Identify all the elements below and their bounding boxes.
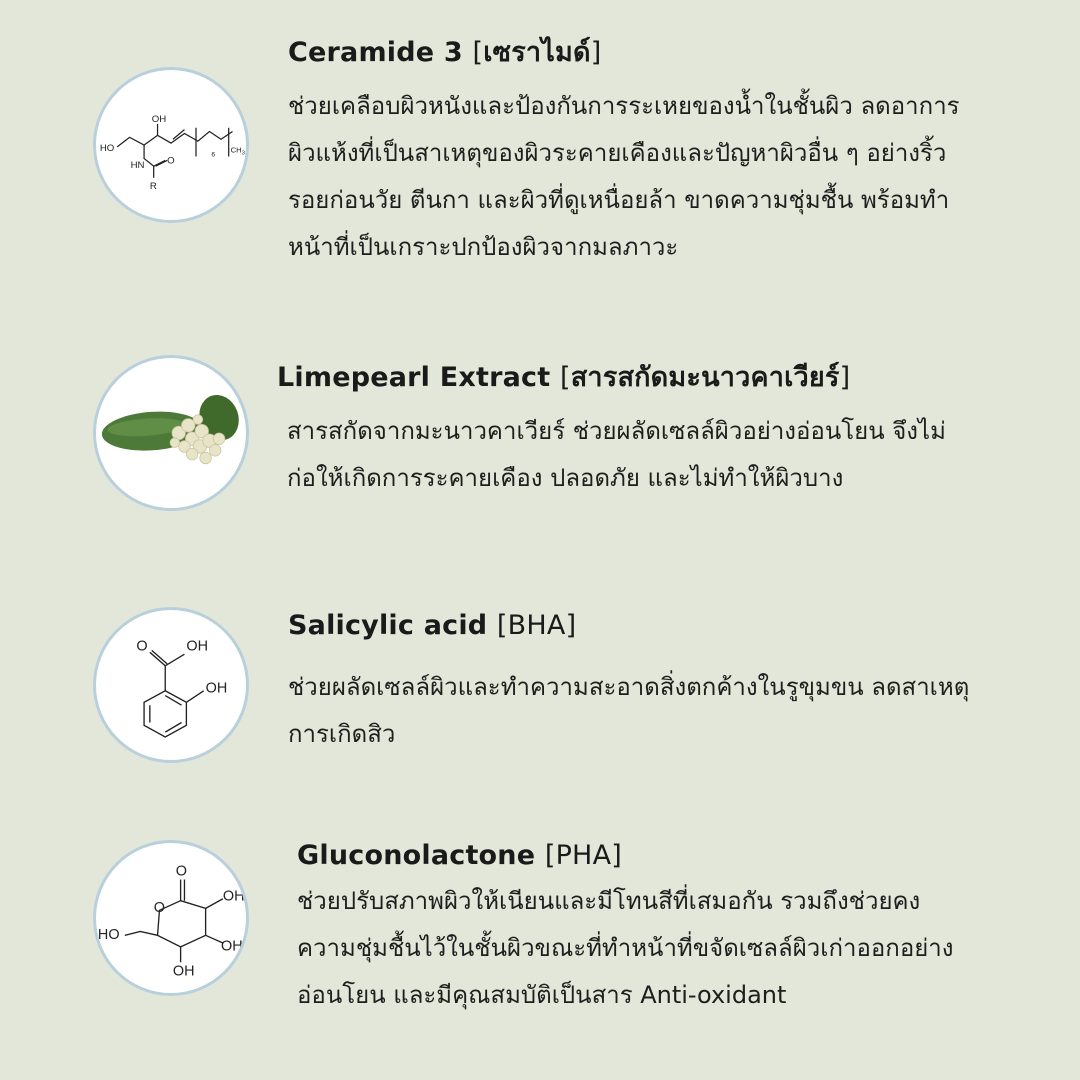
ceramide-thai-name: เซราไมด์ [483, 37, 591, 68]
gluconolactone-abbrev: PHA [555, 840, 612, 871]
limepearl-name: Limepearl Extract [277, 362, 551, 393]
acid-oh-label: OH [186, 638, 208, 655]
salicylic-acid-structure-icon [96, 610, 246, 760]
ch3-label: $CH_3$ [230, 145, 245, 157]
ceramide-image [93, 67, 249, 223]
salicylic-name: Salicylic acid [288, 610, 488, 641]
gluconolactone-description: ช่วยปรับสภาพผิวให้เนียนและมีโทนสีที่เสมอกัน รวมถึงช่วยคง ความชุ่มชื้นไว้ในชั้นผิวขณะที่ทำหน้าที่ขจัดเซลล์ผิวเก่าออกอย่าง อ่อนโยน และมีคุณสมบัติเป็นสาร Anti-oxidant [297, 887, 954, 1009]
salicylic-abbrev: BHA [507, 610, 566, 641]
ceramide-description: ช่วยเคลือบผิวหนังและป้องกันการระเหยของน้ำในชั้นผิว ลดอาการ ผิวแห้งที่เป็นสาเหตุของผิวระคายเคืองและปัญหาผิวอื่น ๆ อย่างริ้ว รอยก่อนวัย ตีนกา และผิวที่ดูเหนื่อยล้า ขาดความชุ่มชื้น พร้อมทำ หน้าที่เป็นเกราะปกป้องผิวจากมลภาวะ [288, 92, 960, 261]
limepearl-title: Limepearl Extract [สารสกัดมะนาวคาเวียร์] [277, 362, 851, 393]
hn-label: HN [130, 160, 145, 172]
limepearl-thai-name: สารสกัดมะนาวคาเวียร์ [570, 362, 840, 393]
oh-label-3: OH [172, 963, 195, 980]
r-label: R [149, 181, 157, 193]
salicylic-image [93, 607, 249, 763]
limepearl-image [93, 355, 249, 511]
oh-label-2: OH [221, 938, 243, 955]
o-label: O [136, 638, 148, 655]
ceramide-name: Ceramide 3 [288, 37, 463, 68]
finger-lime-photo-icon [96, 358, 246, 508]
gluconolactone-image [93, 840, 249, 996]
ring-oh-label: OH [205, 680, 228, 697]
ceramide-structure-icon [96, 70, 246, 220]
ceramide-title: Ceramide 3 [เซราไมด์] [288, 37, 602, 68]
oh-label-1: OH [222, 888, 245, 905]
carbonyl-o-label: O [175, 863, 188, 880]
gluconolactone-structure-icon [96, 843, 246, 993]
salicylic-description: ช่วยผลัดเซลล์ผิวและทำความสะอาดสิ่งตกค้างในรูขุมขน ลดสาเหตุ การเกิดสิว [288, 673, 970, 748]
limepearl-description: สารสกัดจากมะนาวคาเวียร์ ช่วยผลัดเซลล์ผิวอย่างอ่อนโยน จึงไม่ ก่อให้เกิดการระคายเคือง ปลอดภัย และไม่ทำให้ผิวบาง [287, 417, 946, 492]
oh-label: OH [151, 113, 167, 125]
salicylic-title: Salicylic acid [BHA] [288, 610, 577, 641]
ho-label: HO [97, 927, 120, 944]
gluconolactone-title: Gluconolactone [PHA] [297, 840, 622, 871]
ho-label: HO [99, 142, 115, 154]
ring-o-label: O [153, 900, 165, 917]
o-label: O [167, 155, 175, 167]
gluconolactone-name: Gluconolactone [297, 840, 536, 871]
n-label: 6 [211, 151, 216, 159]
